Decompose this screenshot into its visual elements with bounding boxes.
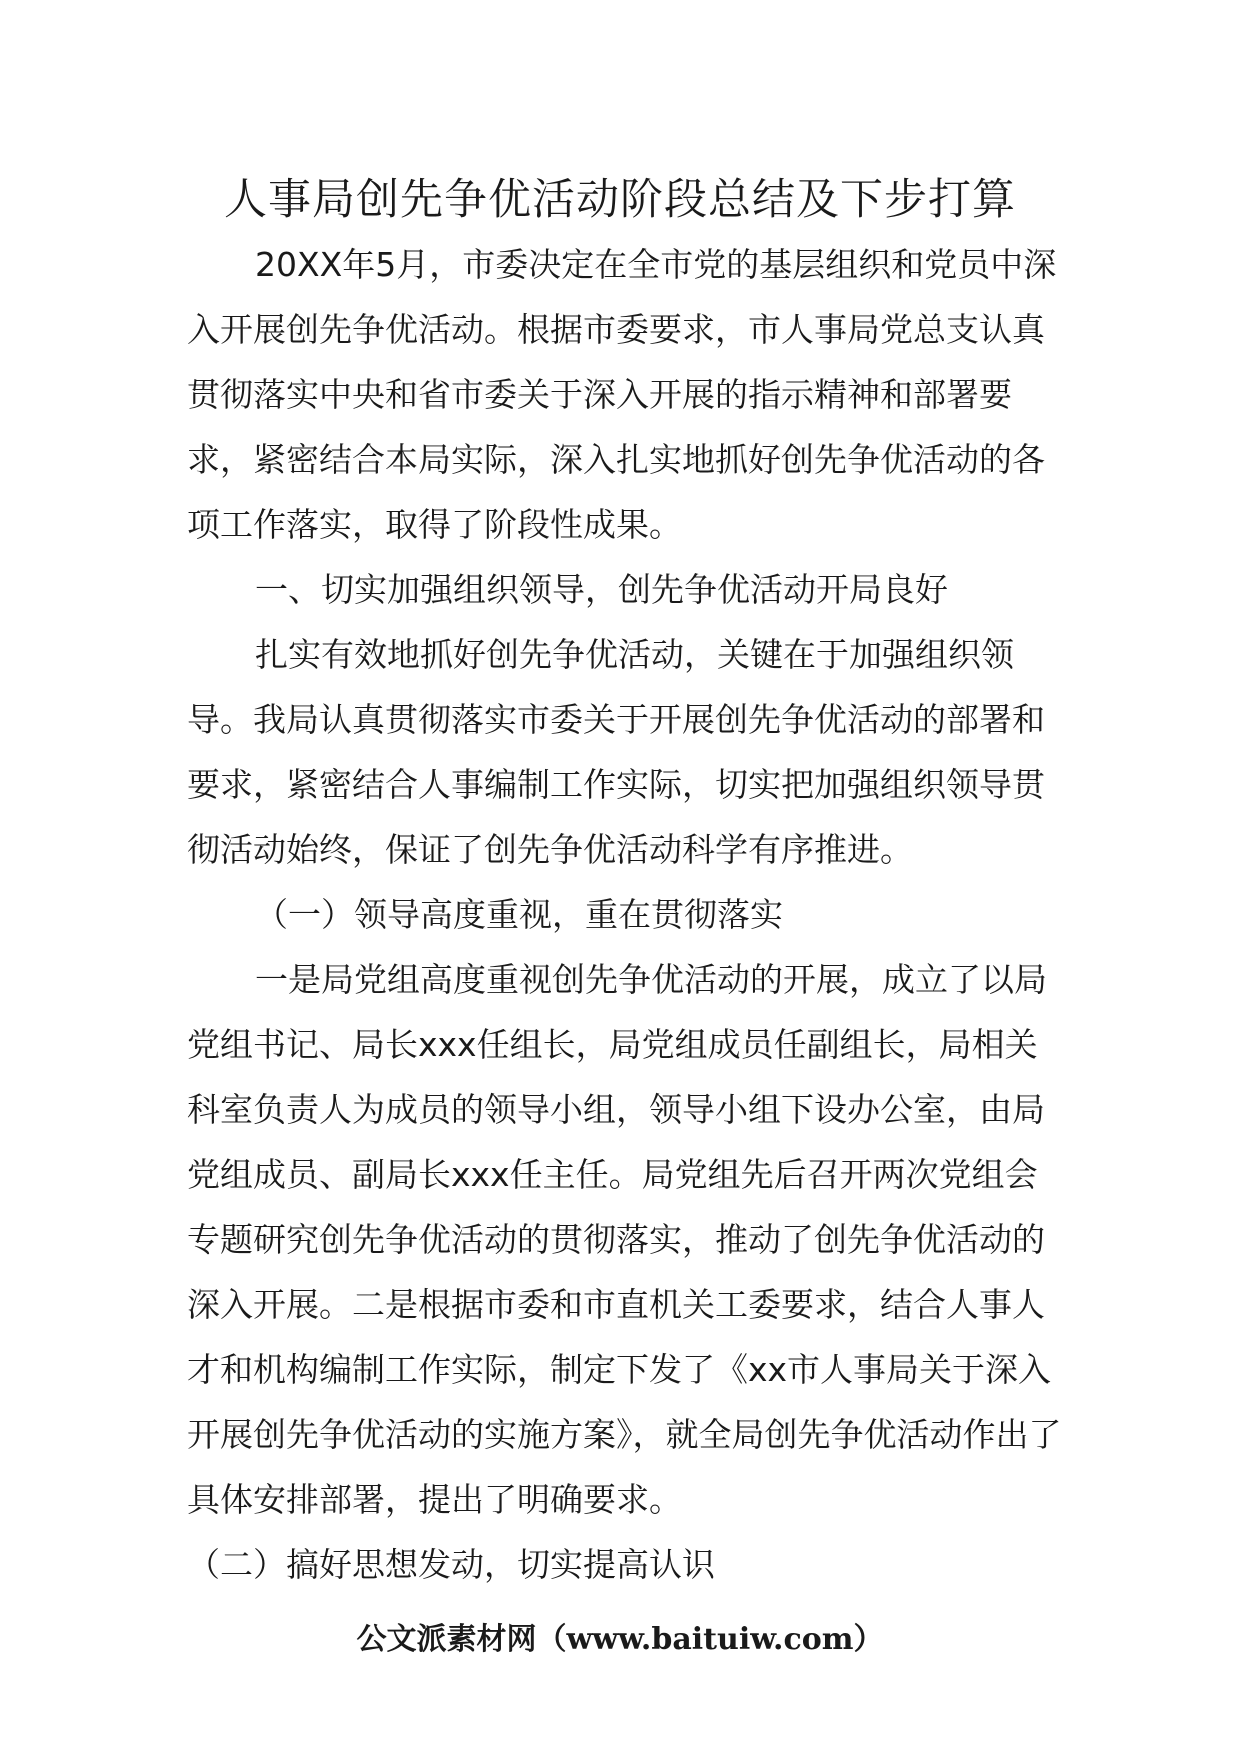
subsection-heading-2: （二）搞好思想发动，切实提高认识 <box>187 1545 715 1584</box>
document-title: 人事局创先争优活动阶段总结及下步打算 <box>224 175 1016 225</box>
subsection-heading-1: （一）领导高度重视，重在贯彻落实 <box>255 895 783 934</box>
source-footer: 公文派素材网（www.baituiw.com） <box>356 1622 884 1657</box>
section-1-paragraph: 扎实有效地抓好创先争优活动，关键在于加强组织领导。我局认真贯彻落实市委关于开展创先争优活动的部署和要求，紧密结合人事编制工作实际，切实把加强组织领导贯彻活动始终，保证了创先争优活动科学有序推进。 <box>187 635 1045 869</box>
document-body <box>187 232 1067 1597</box>
intro-paragraph: 20XX年5月，市委决定在全市党的基层组织和党员中深入开展创先争优活动。根据市委要求，市人事局党总支认真贯彻落实中央和省市委关于深入开展的指示精神和部署要求，紧密结合本局实际，深入扎实地抓好创先争优活动的各项工作落实，取得了阶段性成果。 <box>187 245 1057 544</box>
section-heading-1: 一、切实加强组织领导，创先争优活动开局良好 <box>255 570 948 609</box>
subsection-1-paragraph: 一是局党组高度重视创先争优活动的开展，成立了以局党组书记、局长xxx任组长，局党组成员任副组长，局相关科室负责人为成员的领导小组，领导小组下设办公室，由局党组成员、副局长xxx任主任。局党组先后召开两次党组会专题研究创先争优活动的贯彻落实，推动了创先争优活动的深入开展。二是根据市委和市直机关工委要求，结合人事人才和机构编制工作实际，制定下发了《xx市人事局关于深入开展创先争优活动的实施方案》，就全局创先争优活动作出了具体安排部署，提出了明确要求。 <box>187 960 1062 1519</box>
